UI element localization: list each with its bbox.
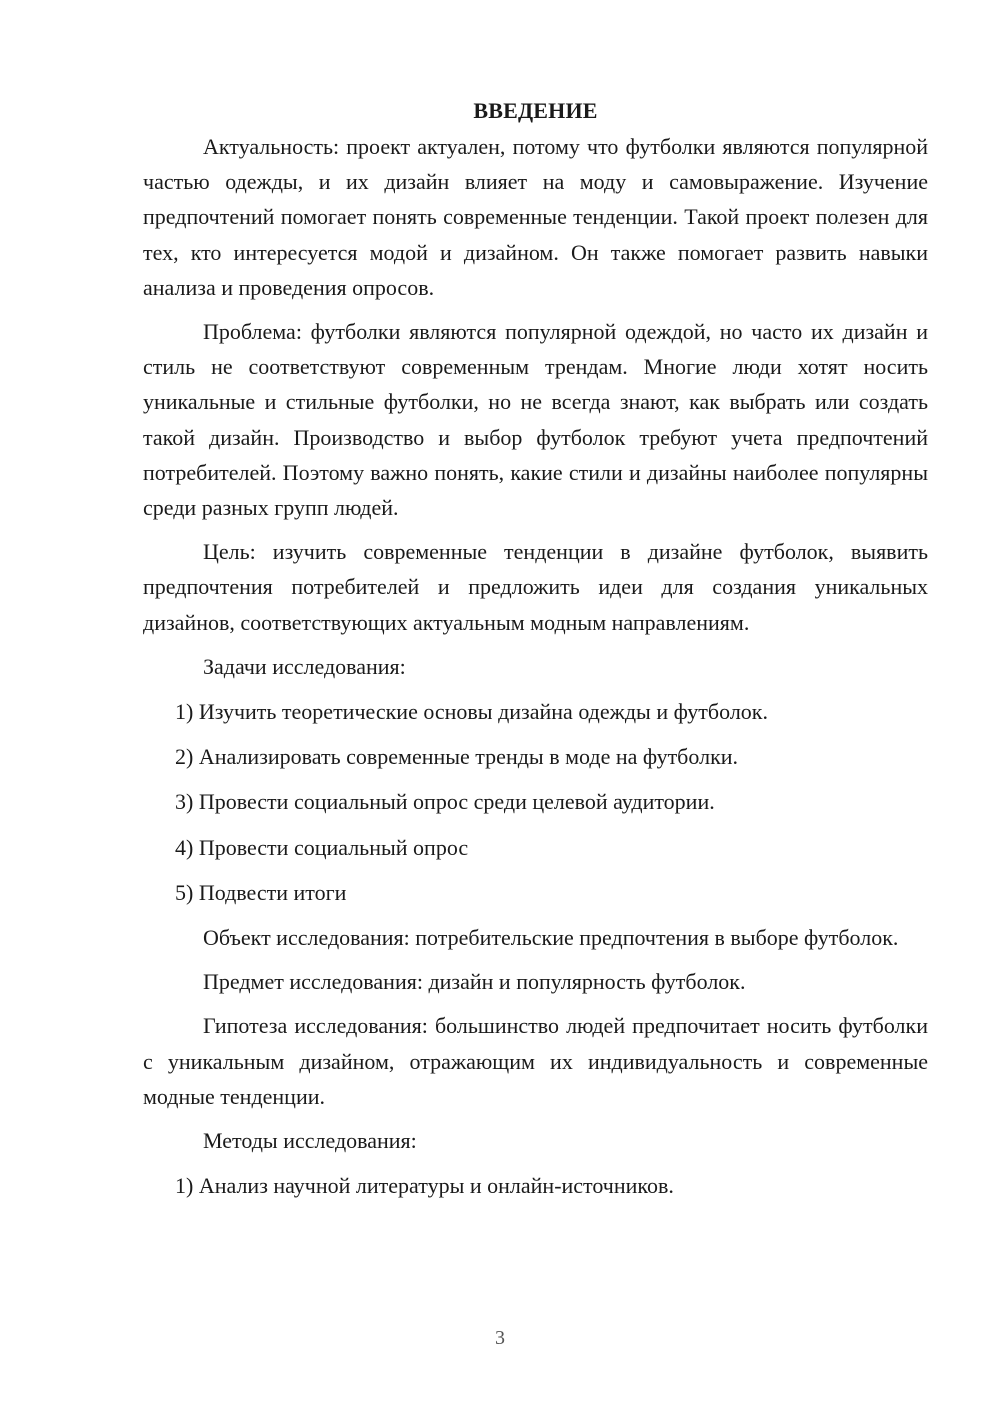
list-item: 3) Провести социальный опрос среди целевой аудитории. [175, 789, 715, 815]
methods-title: Методы исследования: [203, 1128, 417, 1154]
relevance-paragraph: Актуальность: проект актуален, потому что футболки являются популярной частью одежды, и их дизайн влияет на моду и самовыражение. Изучение предпочтений помогает понять современные тенденции. Такой проект полезен для тех, кто интересуется модой и дизайном. Он также помогает развить навыки анализа и проведения опросов. [143, 134, 928, 300]
document-page [143, 95, 928, 1213]
methods-list [143, 1168, 928, 1203]
subject-paragraph: Предмет исследования: дизайн и популярность футболок. [203, 969, 746, 995]
goal-paragraph: Цель: изучить современные тенденции в дизайне футболок, выявить предпочтения потребителей и предложить идеи для создания уникальных дизайнов, соответствующих актуальным модным направлениям. [143, 539, 928, 635]
list-item: 5) Подвести итоги [175, 879, 347, 905]
object-paragraph: Объект исследования: потребительские предпочтения в выборе футболок. [203, 925, 899, 951]
list-item: 1) Анализ научной литературы и онлайн-источников. [175, 1173, 674, 1199]
problem-paragraph: Проблема: футболки являются популярной одеждой, но часто их дизайн и стиль не соответствуют современным трендам. Многие люди хотят носить уникальные и стильные футболки, но не всегда знают, как выбрать или создать такой дизайн. Производство и выбор футболок требуют учета предпочтений потребителей. Поэтому важно понять, какие стили и дизайны наиболее популярны среди разных групп людей. [143, 319, 928, 521]
tasks-list [143, 694, 928, 910]
list-item: 2) Анализировать современные тренды в моде на футболки. [175, 744, 739, 770]
page-number: 3 [495, 1327, 505, 1349]
section-heading: ВВЕДЕНИЕ [473, 98, 598, 123]
list-item: 1) Изучить теоретические основы дизайна одежды и футболок. [175, 699, 768, 725]
list-item: 4) Провести социальный опрос [175, 834, 469, 860]
tasks-title: Задачи исследования: [203, 653, 406, 679]
hypothesis-paragraph: Гипотеза исследования: большинство людей предпочитает носить футболки с уникальным дизайном, отражающим их индивидуальность и современные модные тенденции. [143, 1013, 928, 1109]
